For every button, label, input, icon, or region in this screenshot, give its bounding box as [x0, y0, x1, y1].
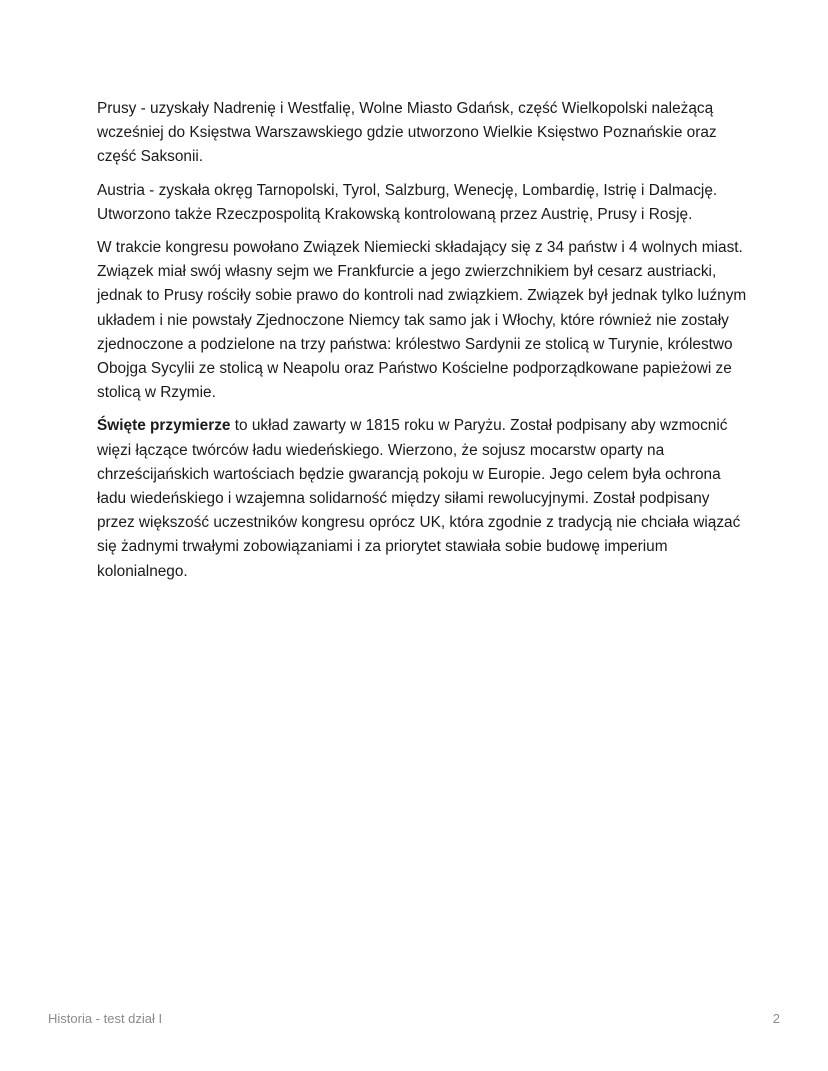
- paragraph-prussia: [97, 97, 747, 170]
- paragraph-text: W trakcie kongresu powołano Związek Niemiecki składający się z 34 państw i 4 wolnych miast. Związek miał swój własny sejm we Frankfurcie a jego zwierzchnikiem był cesarz austriacki, jednak to Prusy rościły sobie prawo do kontroli nad związkiem. Związek był jednak tylko luźnym układem i nie powstały Zjednoczone Niemcy tak samo jak i Włochy, które również nie zostały zjednoczone a podzielone na trzy państwa: królestwo Sardynii ze stolicą w Turynie, królestwo Obojga Sycylii ze stolicą w Neapolu oraz Państwo Kościelne podporządkowane papieżowi ze stolicą w Rzymie.: [97, 239, 747, 402]
- paragraph-austria: [97, 179, 747, 227]
- document-body: [97, 97, 747, 593]
- footer-document-title: Historia - test dział I: [48, 1011, 163, 1026]
- paragraph-bold-term: Święte przymierze: [97, 417, 231, 435]
- footer-page-number: 2: [772, 1011, 780, 1026]
- paragraph-german-confederation: [97, 236, 747, 405]
- paragraph-text: to układ zawarty w 1815 roku w Paryżu. Został podpisany aby wzmocnić więzi łączące twórców ładu wiedeńskiego. Wierzono, że sojusz mocarstw oparty na chrześcijańskich wartościach będzie gwarancją pokoju w Europie. Jego celem była ochrona ładu wiedeńskiego i wzajemna solidarność między siłami rewolucyjnymi. Został podpisany przez większość uczestników kongresu oprócz UK, która zgodnie z tradycją nie chciała wiązać się żadnymi trwałymi zobowiązaniami i za priorytet stawiała sobie budowę imperium kolonialnego.: [97, 417, 741, 580]
- paragraph-text: Prusy - uzyskały Nadrenię i Westfalię, Wolne Miasto Gdańsk, część Wielkopolski należącą wcześniej do Księstwa Warszawskiego gdzie utworzono Wielkie Księstwo Poznańskie oraz część Saksonii.: [97, 100, 717, 166]
- paragraph-text: Austria - zyskała okręg Tarnopolski, Tyrol, Salzburg, Wenecję, Lombardię, Istrię i Dalmację. Utworzono także Rzeczpospolitą Krakowską kontrolowaną przez Austrię, Prusy i Rosję.: [97, 181, 718, 223]
- paragraph-holy-alliance: [97, 414, 747, 583]
